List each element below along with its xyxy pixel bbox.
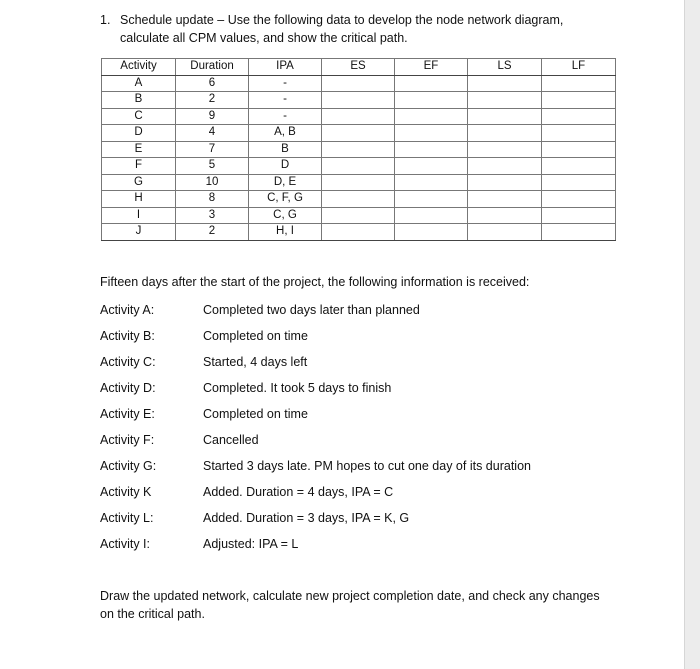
cell-duration: 6 [176,75,249,92]
cell-es [322,141,395,158]
list-item [100,509,531,535]
cell-es [322,92,395,109]
question-text [100,11,620,47]
cpm-table [101,58,616,241]
final-line-2: on the critical path. [100,607,205,621]
table-row [102,141,616,158]
list-item [100,327,531,353]
update-text: Cancelled [203,433,259,447]
cell-duration: 9 [176,108,249,125]
cell-duration: 5 [176,158,249,175]
cell-ipa: C, F, G [249,191,322,208]
header-es: ES [322,59,395,76]
list-item [100,483,531,509]
cell-activity: F [102,158,176,175]
cell-activity: G [102,174,176,191]
cell-ls [468,75,542,92]
cell-lf [542,108,616,125]
cell-ef [395,207,468,224]
cell-ls [468,224,542,241]
update-text: Completed two days later than planned [203,303,420,317]
cell-ls [468,207,542,224]
cell-duration: 4 [176,125,249,142]
update-label: Activity A: [100,303,155,317]
table-row [102,158,616,175]
cell-ef [395,224,468,241]
cell-es [322,191,395,208]
cell-ls [468,92,542,109]
cell-ipa: A, B [249,125,322,142]
final-instruction [100,587,620,623]
update-label: Activity L: [100,511,154,525]
update-intro: Fifteen days after the start of the project, the following information is received: [100,275,530,289]
cell-duration: 2 [176,224,249,241]
cell-activity: E [102,141,176,158]
cell-lf [542,141,616,158]
table-row [102,75,616,92]
cell-lf [542,75,616,92]
cell-ipa: - [249,75,322,92]
cell-es [322,174,395,191]
cell-duration: 2 [176,92,249,109]
cell-ls [468,125,542,142]
cell-ef [395,141,468,158]
cell-lf [542,207,616,224]
cell-activity: I [102,207,176,224]
cell-es [322,75,395,92]
cell-ef [395,75,468,92]
cell-lf [542,191,616,208]
cell-activity: J [102,224,176,241]
cell-ipa: D, E [249,174,322,191]
update-label: Activity D: [100,381,156,395]
question-line-2: calculate all CPM values, and show the critical path. [120,31,408,45]
update-text: Completed on time [203,329,308,343]
cell-es [322,224,395,241]
update-label: Activity E: [100,407,155,421]
cell-ls [468,191,542,208]
cell-es [322,158,395,175]
table-row [102,224,616,241]
cell-es [322,125,395,142]
update-text: Completed on time [203,407,308,421]
page-edge-scrollbar [684,0,700,669]
cell-es [322,108,395,125]
cell-ef [395,174,468,191]
list-item [100,405,531,431]
update-text: Completed. It took 5 days to finish [203,381,392,395]
cell-lf [542,158,616,175]
cell-duration: 7 [176,141,249,158]
header-activity: Activity [102,59,176,76]
question-line-1: 1. Schedule update – Use the following data to develop the node network diagram, [100,13,564,27]
cell-duration: 8 [176,191,249,208]
cell-ls [468,158,542,175]
table-row [102,207,616,224]
list-item [100,353,531,379]
cell-duration: 3 [176,207,249,224]
cell-ef [395,108,468,125]
cell-es [322,207,395,224]
list-item [100,535,531,561]
table-header-row [102,59,616,76]
update-text: Added. Duration = 4 days, IPA = C [203,485,394,499]
cell-lf [542,174,616,191]
cell-ipa: - [249,92,322,109]
cell-ef [395,191,468,208]
header-ls: LS [468,59,542,76]
list-item [100,379,531,405]
cell-lf [542,125,616,142]
table-row [102,191,616,208]
cell-ef [395,92,468,109]
cell-ipa: H, I [249,224,322,241]
cell-activity: D [102,125,176,142]
header-duration: Duration [176,59,249,76]
cell-ipa: D [249,158,322,175]
cell-lf [542,92,616,109]
cell-activity: H [102,191,176,208]
update-label: Activity F: [100,433,155,447]
update-label: Activity I: [100,537,151,551]
update-text: Started 3 days late. PM hopes to cut one day of its duration [203,459,531,473]
list-item [100,301,531,327]
cell-lf [542,224,616,241]
update-text: Added. Duration = 3 days, IPA = K, G [203,511,410,525]
cell-activity: C [102,108,176,125]
cell-ef [395,158,468,175]
update-text: Started, 4 days left [203,355,308,369]
table-row [102,108,616,125]
cell-duration: 10 [176,174,249,191]
update-label: Activity G: [100,459,157,473]
update-label: Activity C: [100,355,156,369]
update-label: Activity K [100,485,152,499]
header-lf: LF [542,59,616,76]
header-ef: EF [395,59,468,76]
final-line-1: Draw the updated network, calculate new project completion date, and check any changes [100,589,600,603]
list-item [100,457,531,483]
cell-ls [468,174,542,191]
cell-ipa: B [249,141,322,158]
cell-ipa: - [249,108,322,125]
cell-ls [468,108,542,125]
cell-activity: A [102,75,176,92]
cell-activity: B [102,92,176,109]
list-item [100,431,531,457]
header-ipa: IPA [249,59,322,76]
update-label: Activity B: [100,329,155,343]
cell-ls [468,141,542,158]
cell-ipa: C, G [249,207,322,224]
table-row [102,92,616,109]
cell-ef [395,125,468,142]
table-row [102,125,616,142]
update-text: Adjusted: IPA = L [203,537,299,551]
question-number: 1. [100,13,111,27]
table-row [102,174,616,191]
update-list [100,301,531,561]
